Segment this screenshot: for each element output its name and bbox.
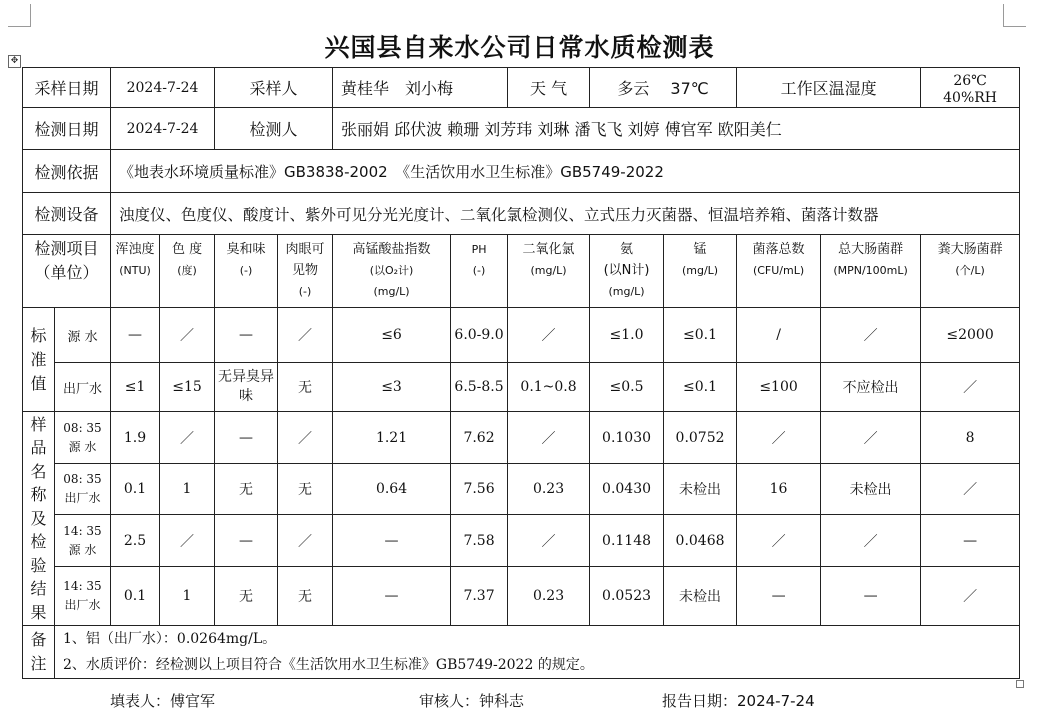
table-cell: ／ <box>821 412 921 464</box>
table-cell: 0.1 <box>111 567 160 626</box>
sampler-label: 采样人 <box>215 68 333 108</box>
table-cell: 0.1 <box>111 464 160 515</box>
table-cell: ≤0.1 <box>664 308 737 363</box>
column-header-row <box>23 235 1020 308</box>
page-corner-mark-top-right <box>1003 4 1026 27</box>
table-cell: — <box>111 308 160 363</box>
reviewer-signature: 审核人：钟科志 <box>419 692 525 710</box>
column-header-ph: PH (-) <box>451 235 508 308</box>
table-cell: 8 <box>921 412 1020 464</box>
weather-value: 多云 37℃ <box>590 68 737 108</box>
remarks-label: 备 注 <box>23 626 55 679</box>
sample-row <box>23 515 1020 567</box>
standard-name-raw: 源 水 <box>55 308 111 363</box>
column-header-color: 色 度 (度) <box>160 235 215 308</box>
table-cell: 0.23 <box>508 464 590 515</box>
table-cell: 7.58 <box>451 515 508 567</box>
sample-name: 08: 35 出厂水 <box>55 464 111 515</box>
table-cell: ／ <box>160 308 215 363</box>
table-cell: 未检出 <box>664 567 737 626</box>
water-quality-table <box>22 67 1020 679</box>
basis-value: 《地表水环境质量标准》GB3838-2002 《生活饮用水卫生标准》GB5749-2022 <box>111 150 1020 193</box>
remarks-line-1: 1、铝（出厂水）：0.0264mg/L。 <box>63 631 277 647</box>
table-cell: 不应检出 <box>821 363 921 412</box>
table-cell: ≤100 <box>737 363 821 412</box>
column-header-odor: 臭和味 (-) <box>215 235 278 308</box>
table-cell: 无 <box>278 464 333 515</box>
items-header-title: 检测项目 <box>34 239 99 258</box>
table-cell: 0.0523 <box>590 567 664 626</box>
table-cell: 0.0430 <box>590 464 664 515</box>
standard-name-treated: 出厂水 <box>55 363 111 412</box>
column-header-permanganate: 高锰酸盐指数 (以O₂计) (mg/L) <box>333 235 451 308</box>
tester-value: 张丽娟 邱伏波 赖珊 刘芳玮 刘琳 潘飞飞 刘婷 傅官军 欧阳美仁 <box>333 108 1020 150</box>
table-cell: ≤15 <box>160 363 215 412</box>
table-cell: 0.23 <box>508 567 590 626</box>
table-cell: — <box>215 515 278 567</box>
filler-signature: 填表人：傅官军 <box>110 692 216 710</box>
sample-row <box>23 567 1020 626</box>
remarks-line-2: 2、水质评价：经检测以上项目符合《生活饮用水卫生标准》GB5749-2022 的规定。 <box>63 657 594 673</box>
table-cell: ／ <box>160 515 215 567</box>
equipment-label: 检测设备 <box>23 193 111 235</box>
tester-label: 检测人 <box>215 108 333 150</box>
equipment-value: 浊度仪、色度仪、酸度计、紫外可见分光光度计、二氧化氯检测仪、立式压力灭菌器、恒温培养箱、菌落计数器 <box>111 193 1020 235</box>
table-cell: ／ <box>278 515 333 567</box>
column-header-ammonia: 氨 (以N计) (mg/L) <box>590 235 664 308</box>
table-cell: 6.5-8.5 <box>451 363 508 412</box>
table-cell: — <box>333 567 451 626</box>
table-cell: ≤3 <box>333 363 451 412</box>
sample-row <box>23 464 1020 515</box>
table-cell: 1 <box>160 464 215 515</box>
table-cell: 未检出 <box>664 464 737 515</box>
table-cell: ／ <box>921 464 1020 515</box>
table-cell: ／ <box>508 412 590 464</box>
basis-label: 检测依据 <box>23 150 111 193</box>
table-cell: ／ <box>737 412 821 464</box>
table-cell: ≤0.1 <box>664 363 737 412</box>
table-cell: ／ <box>737 515 821 567</box>
table-cell: ／ <box>821 515 921 567</box>
sample-name: 14: 35 源 水 <box>55 515 111 567</box>
column-header-colony-count: 菌落总数 (CFU/mL) <box>737 235 821 308</box>
table-cell: — <box>821 567 921 626</box>
weather-label: 天 气 <box>508 68 590 108</box>
table-cell: 6.0-9.0 <box>451 308 508 363</box>
table-cell: ／ <box>921 567 1020 626</box>
standard-row-raw <box>23 308 1020 363</box>
table-cell: ≤2000 <box>921 308 1020 363</box>
equipment-row <box>23 193 1020 235</box>
column-header-visible-matter: 肉眼可 见物 (-) <box>278 235 333 308</box>
page-corner-mark-top-left <box>8 4 31 27</box>
test-date-value: 2024-7-24 <box>111 108 215 150</box>
table-cell: 1.21 <box>333 412 451 464</box>
table-cell: 0.64 <box>333 464 451 515</box>
report-date: 报告日期：2024-7-24 <box>662 692 815 710</box>
table-cell: 16 <box>737 464 821 515</box>
table-cell: 0.0752 <box>664 412 737 464</box>
table-cell: ≤0.5 <box>590 363 664 412</box>
table-cell: ／ <box>278 412 333 464</box>
table-cell: ／ <box>508 515 590 567</box>
table-cell: ／ <box>508 308 590 363</box>
table-cell: ／ <box>821 308 921 363</box>
basis-row <box>23 150 1020 193</box>
table-cell: 7.56 <box>451 464 508 515</box>
page-title: 兴国县自来水公司日常水质检测表 <box>324 33 715 62</box>
table-cell: ／ <box>278 308 333 363</box>
table-cell: / <box>737 308 821 363</box>
table-cell: ／ <box>921 363 1020 412</box>
remarks-text <box>55 626 1020 679</box>
remarks-row <box>23 626 1020 679</box>
table-cell: — <box>215 412 278 464</box>
table-cell: ≤1.0 <box>590 308 664 363</box>
column-header-total-coliform: 总大肠菌群 (MPN/100mL) <box>821 235 921 308</box>
table-cell: — <box>215 308 278 363</box>
table-cell: 无 <box>215 464 278 515</box>
table-cell: 0.1~0.8 <box>508 363 590 412</box>
table-resize-handle[interactable] <box>1016 680 1024 688</box>
table-cell: 2.5 <box>111 515 160 567</box>
table-cell: — <box>921 515 1020 567</box>
table-cell: — <box>333 515 451 567</box>
column-header-turbidity: 浑浊度 (NTU) <box>111 235 160 308</box>
sample-row <box>23 412 1020 464</box>
sampling-info-row <box>23 68 1020 108</box>
table-cell: 7.37 <box>451 567 508 626</box>
table-cell: 未检出 <box>821 464 921 515</box>
workspace-value: 26℃ 40%RH <box>921 68 1020 108</box>
sample-date-value: 2024-7-24 <box>111 68 215 108</box>
sample-name: 14: 35 出厂水 <box>55 567 111 626</box>
table-cell: 无 <box>215 567 278 626</box>
sample-date-label: 采样日期 <box>23 68 111 108</box>
table-cell: 1 <box>160 567 215 626</box>
standard-label: 标 准 值 <box>23 308 55 412</box>
table-cell: ≤6 <box>333 308 451 363</box>
items-header <box>23 235 111 308</box>
column-header-fecal-coliform: 粪大肠菌群 (个/L) <box>921 235 1020 308</box>
column-header-chlorine-dioxide: 二氧化氯 (mg/L) <box>508 235 590 308</box>
samples-label: 样 品 名 称 及 检 验 结 果 <box>23 412 55 626</box>
table-cell: ／ <box>160 412 215 464</box>
table-cell: 0.1030 <box>590 412 664 464</box>
column-header-manganese: 锰 (mg/L) <box>664 235 737 308</box>
table-cell: 1.9 <box>111 412 160 464</box>
table-cell: 0.0468 <box>664 515 737 567</box>
table-cell: 7.62 <box>451 412 508 464</box>
table-move-icon[interactable]: ✥ <box>8 55 21 68</box>
items-header-unit: （单位） <box>34 263 99 282</box>
table-cell: 0.1148 <box>590 515 664 567</box>
table-cell: 无 <box>278 567 333 626</box>
standard-row-treated <box>23 363 1020 412</box>
test-date-label: 检测日期 <box>23 108 111 150</box>
sampler-value: 黄桂华 刘小梅 <box>333 68 508 108</box>
workspace-label: 工作区温湿度 <box>737 68 921 108</box>
testing-info-row <box>23 108 1020 150</box>
table-cell: 无 <box>278 363 333 412</box>
table-cell: 无异臭异味 <box>215 363 278 412</box>
table-cell: ≤1 <box>111 363 160 412</box>
table-cell: — <box>737 567 821 626</box>
sample-name: 08: 35 源 水 <box>55 412 111 464</box>
